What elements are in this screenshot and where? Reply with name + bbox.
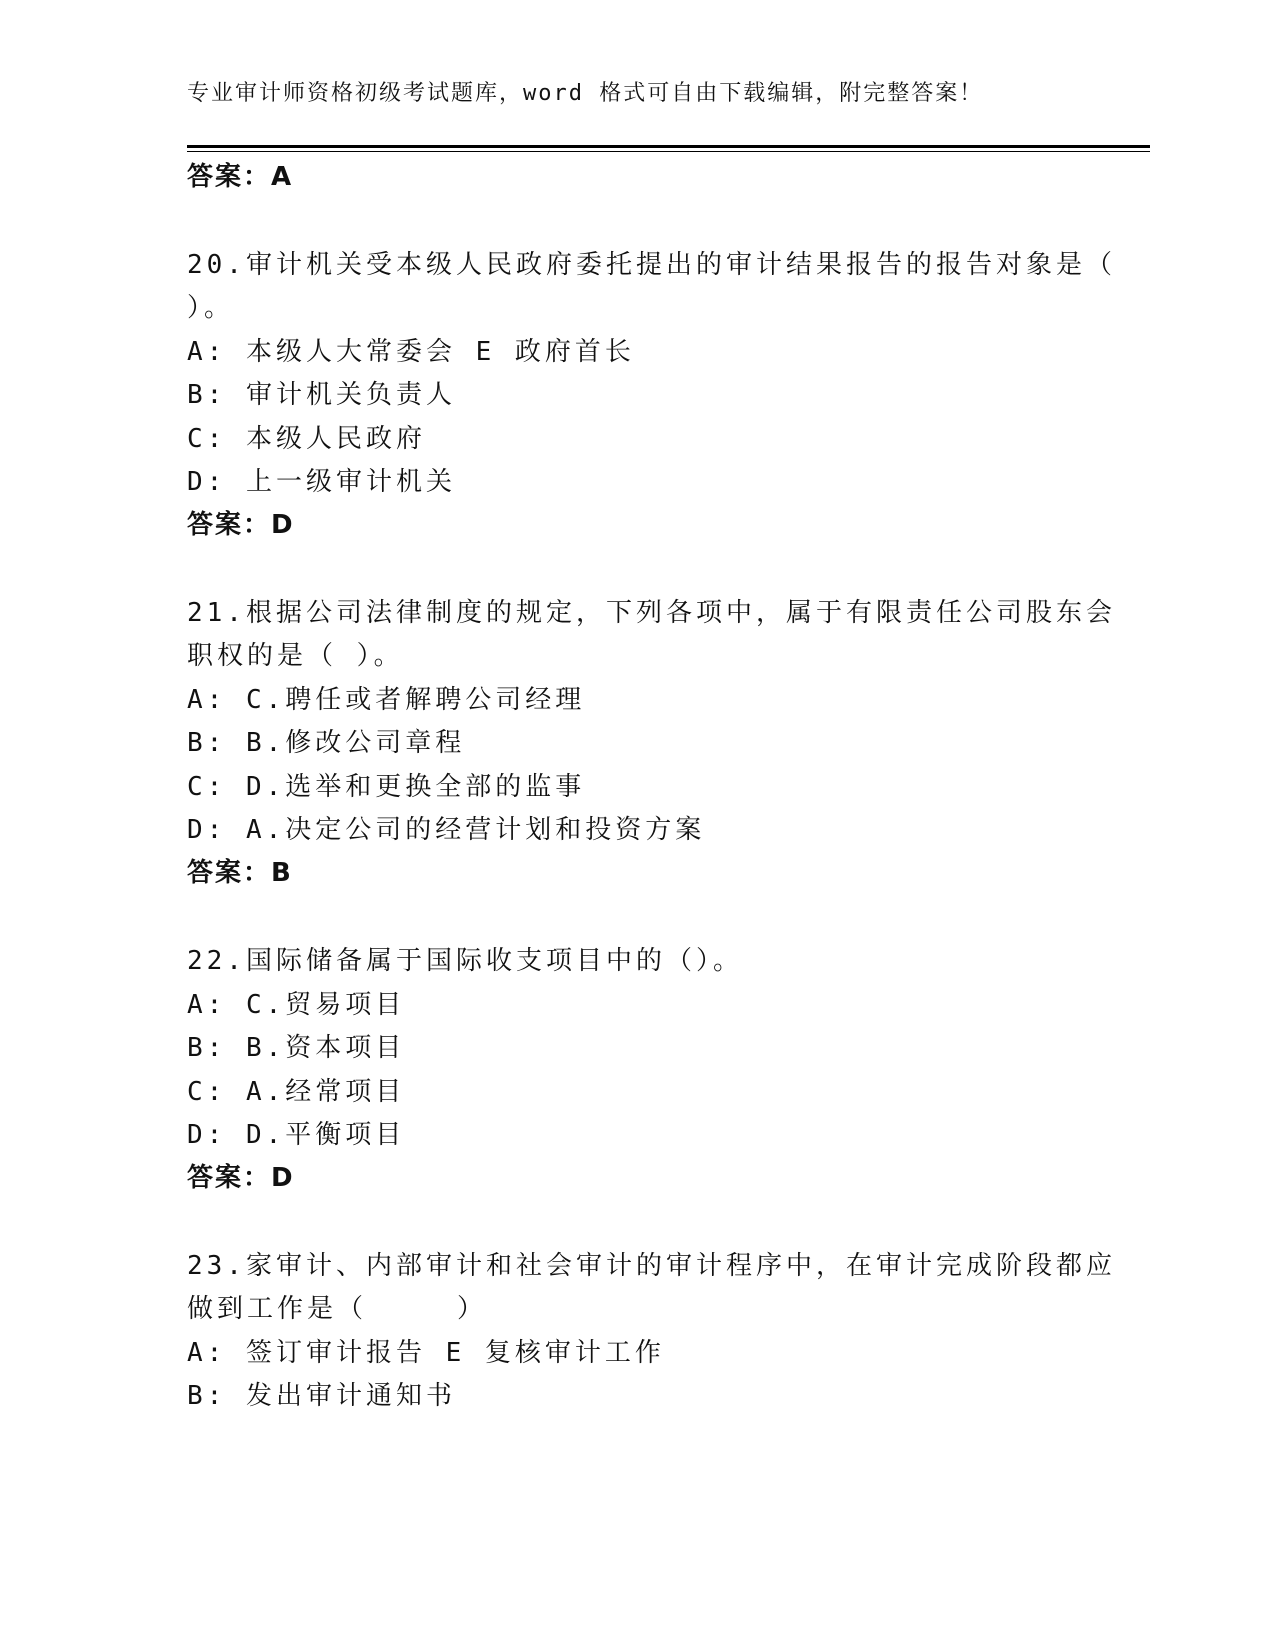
option-item: A: 签订审计报告 E 复核审计工作 [187,1338,665,1368]
option-item: B: B.修改公司章程 [187,728,466,758]
answer-line: 答案：B [187,858,293,888]
question-stem: 职权的是（ ）。 [187,641,404,671]
option-item: C: A.经常项目 [187,1077,406,1107]
option-item: D: D.平衡项目 [187,1120,406,1150]
option-item: D: 上一级审计机关 [187,467,456,497]
option-item: D: A.决定公司的经营计划和投资方案 [187,815,706,845]
header-rule [187,145,1150,148]
header-title: 专业审计师资格初级考试题库，word 格式可自由下载编辑，附完整答案！ [187,81,984,106]
option-item: A: C.贸易项目 [187,990,406,1020]
option-item: C: D.选举和更换全部的监事 [187,772,586,802]
option-item: A: 本级人大常委会 E 政府首长 [187,337,635,367]
question-stem: 23.家审计、内部审计和社会审计的审计程序中，在审计完成阶段都应 [187,1251,1116,1281]
question-stem: 22.国际储备属于国际收支项目中的（）。 [187,946,743,976]
option-item: C: 本级人民政府 [187,424,426,454]
option-item: B: 发出审计通知书 [187,1381,456,1411]
answer-line: 答案：A [187,162,294,192]
header-rule-thin [187,151,1150,152]
option-item: B: B.资本项目 [187,1033,406,1063]
question-stem: 21.根据公司法律制度的规定，下列各项中，属于有限责任公司股东会 [187,598,1116,628]
question-stem: ）。 [187,293,235,323]
option-item: A: C.聘任或者解聘公司经理 [187,685,586,715]
option-item: B: 审计机关负责人 [187,380,456,410]
answer-line: 答案：D [187,1163,295,1193]
question-stem: 做到工作是（ ） [187,1294,488,1324]
answer-line: 答案：D [187,510,295,540]
question-stem: 20.审计机关受本级人民政府委托提出的审计结果报告的报告对象是（ [187,250,1116,280]
